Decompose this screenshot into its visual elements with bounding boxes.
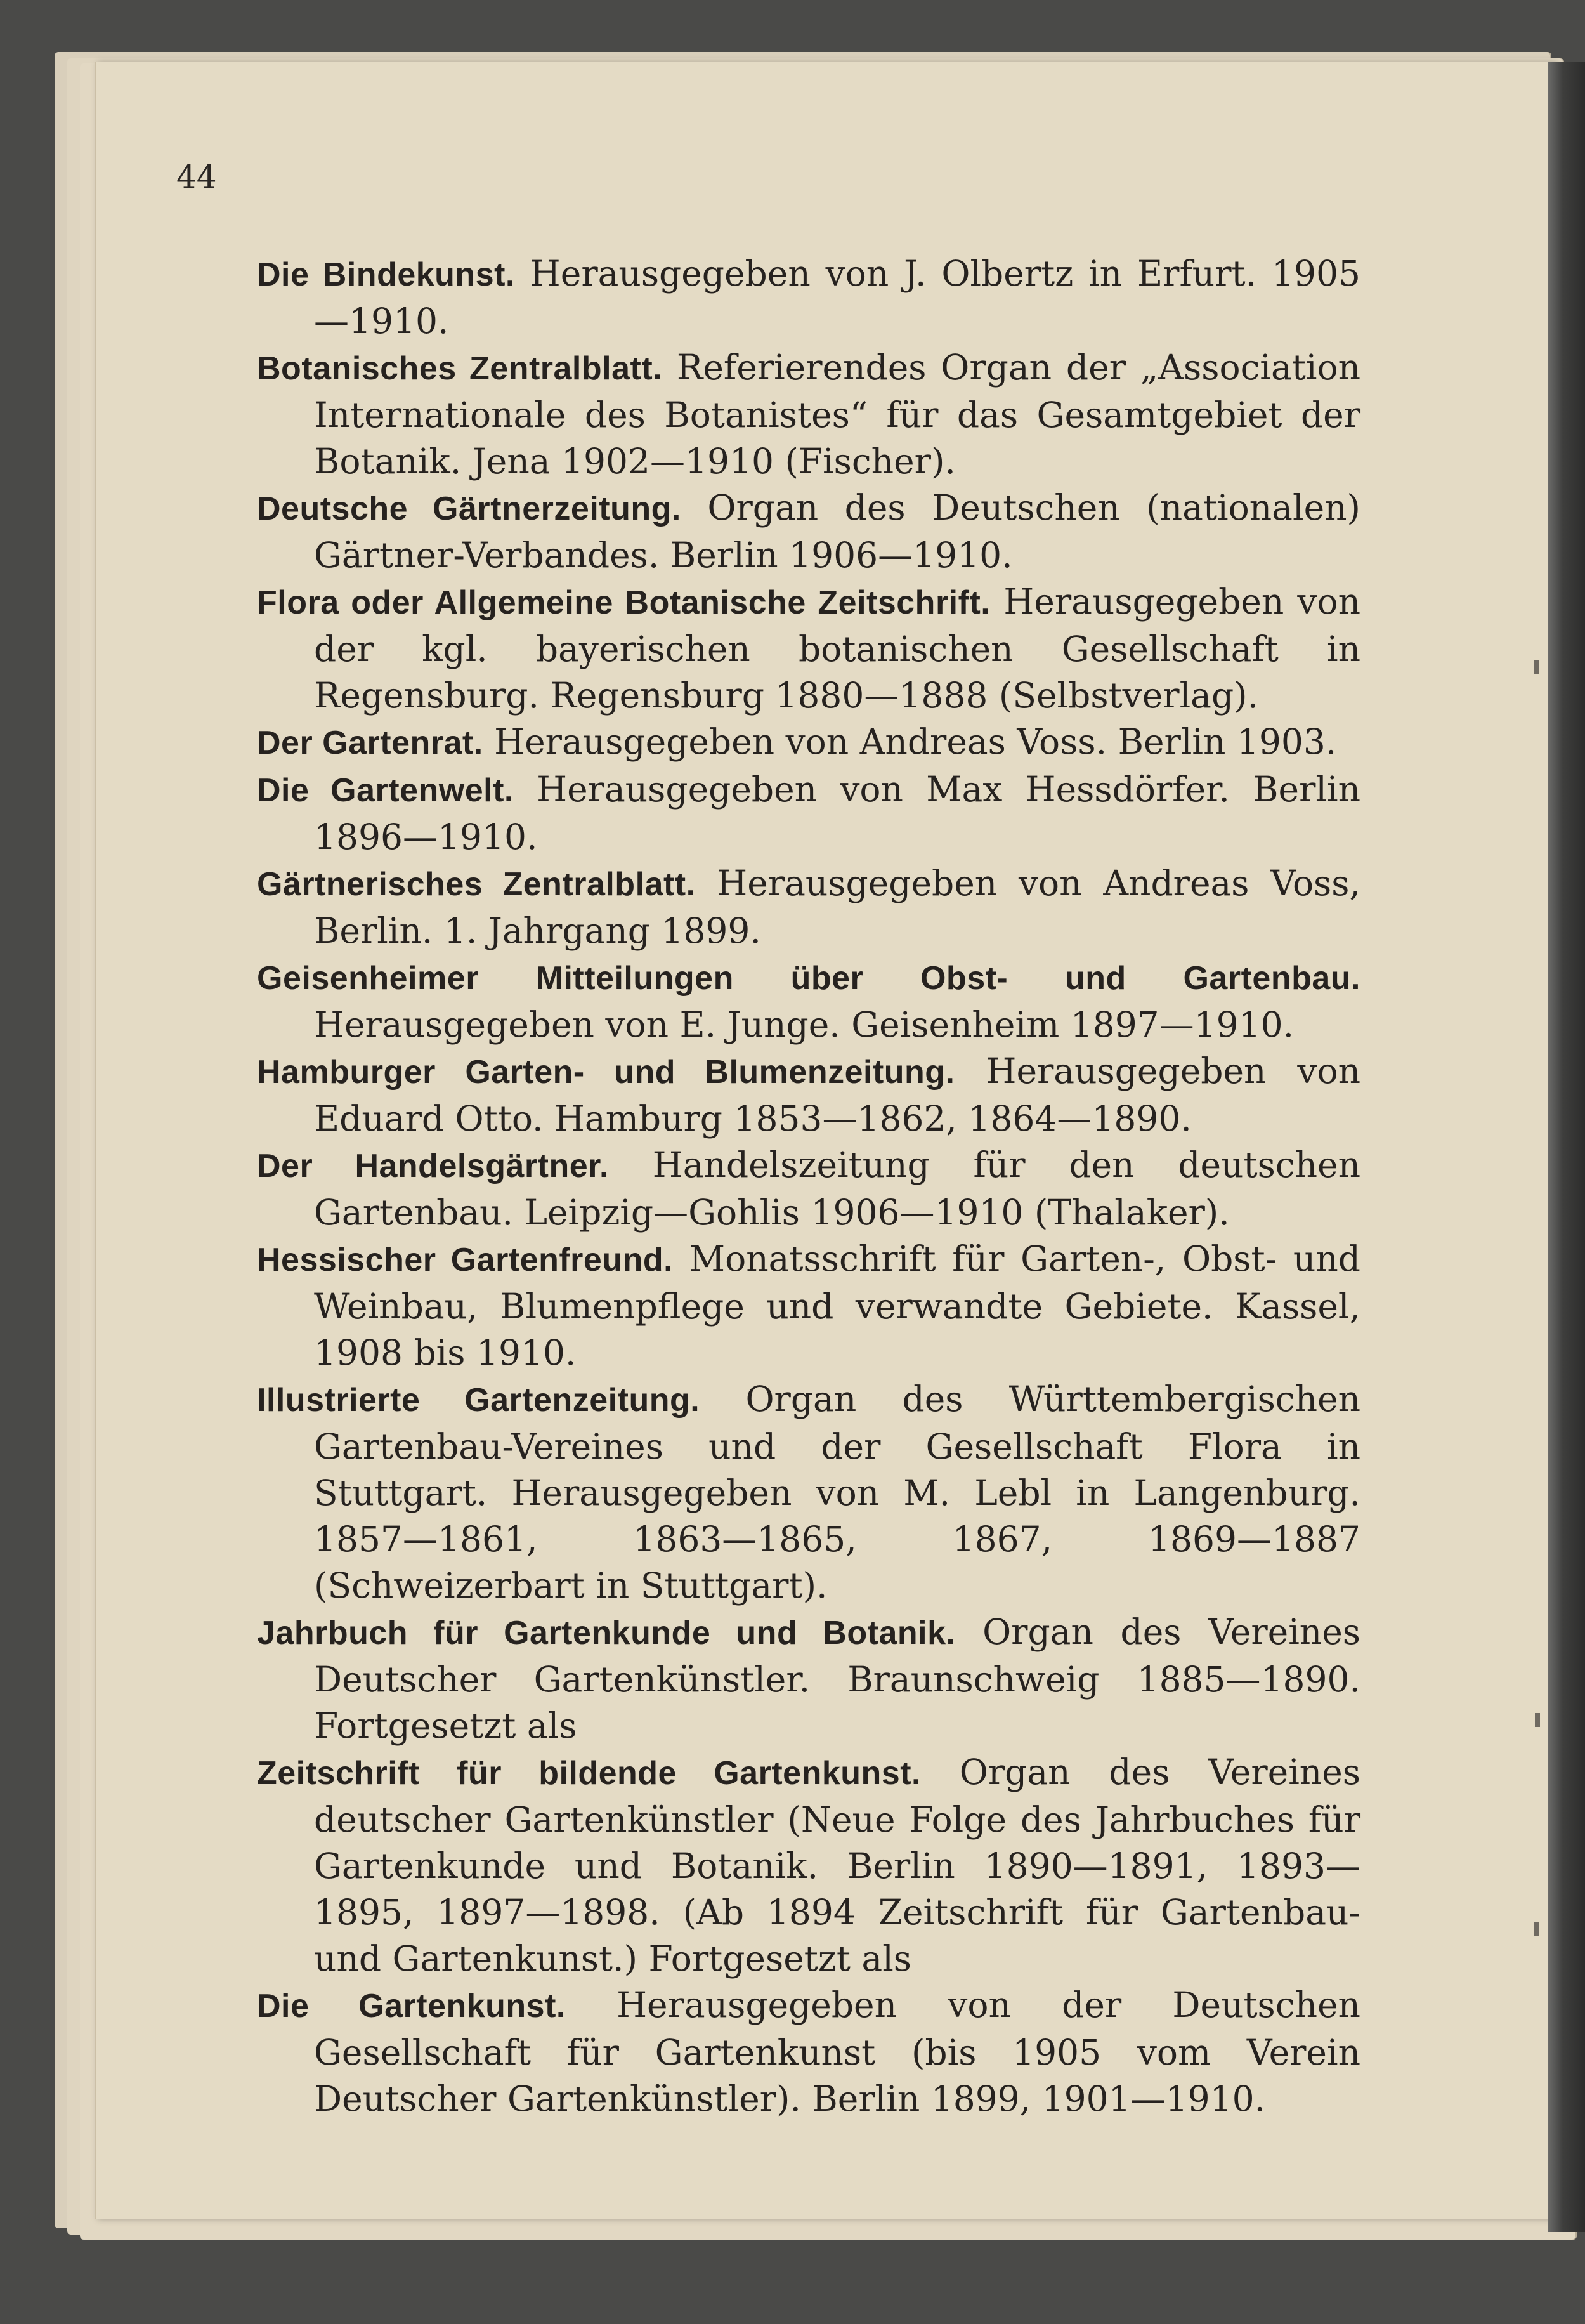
entry-text: Herausgegeben von Eduard Otto. Hamburg 1853—1862, 1864—1890. bbox=[314, 1051, 1360, 1139]
bibliography-list bbox=[257, 251, 1360, 2122]
book-spine bbox=[1548, 62, 1585, 2232]
bibliography-entry bbox=[257, 954, 1360, 1048]
entry-text: Organ des Deutschen (nationalen) Gärtner-Verbandes. Berlin 1906—1910. bbox=[314, 487, 1360, 575]
entry-text: Monatsschrift für Garten-, Obst- und Weinbau, Blumenpflege und verwandte Gebiete. Kassel, 1908 bis 1910. bbox=[314, 1238, 1360, 1373]
entry-title: Zeitschrift für bildende Gartenkunst. bbox=[257, 1755, 921, 1792]
margin-mark bbox=[1535, 1713, 1540, 1727]
entry-text: Organ des Vereines deutscher Gartenkünstler (Neue Folge des Jahrbuches für Gartenkunde und Botanik. Berlin 1890—1891, 1893—1895, 1897—1898. (Ab 1894 Zeitschrift für Gartenbau- und Gartenkunst.) Fortgesetzt als bbox=[314, 1752, 1360, 1979]
entry-title: Der Handelsgärtner. bbox=[257, 1148, 609, 1185]
bibliography-entry bbox=[257, 1048, 1360, 1142]
bibliography-entry bbox=[257, 1982, 1360, 2122]
bibliography-entry bbox=[257, 1376, 1360, 1609]
bibliography-entry bbox=[257, 251, 1360, 345]
bibliography-entry bbox=[257, 860, 1360, 954]
entry-title: Jahrbuch für Gartenkunde und Botanik. bbox=[257, 1615, 956, 1651]
entry-title: Die Bindekunst. bbox=[257, 256, 515, 293]
entry-title: Hamburger Garten- und Blumenzeitung. bbox=[257, 1054, 955, 1091]
entry-title: Flora oder Allgemeine Botanische Zeitschrift. bbox=[257, 584, 991, 621]
bibliography-entry bbox=[257, 719, 1360, 766]
entry-text: Organ des Württembergischen Gartenbau-Vereines und der Gesellschaft Flora in Stuttgart. Herausgegeben von M. Lebl in Langenburg. 1857—1861, 1863—1865, 1867, 1869—1887 (Schweizerbart in Stuttgart). bbox=[314, 1379, 1360, 1606]
entry-text: Handelszeitung für den deutschen Gartenbau. Leipzig—Gohlis 1906—1910 (Thalaker). bbox=[314, 1145, 1360, 1233]
entry-title: Gärtnerisches Zentralblatt. bbox=[257, 866, 696, 903]
entry-text: Organ des Vereines Deutscher Gartenkünstler. Braunschweig 1885—1890. Fortgesetzt als bbox=[314, 1612, 1360, 1746]
entry-title: Hessischer Gartenfreund. bbox=[257, 1242, 674, 1278]
bibliography-entry bbox=[257, 1749, 1360, 1982]
entry-text: Herausgegeben von Andreas Voss. Berlin 1903. bbox=[483, 721, 1337, 762]
bibliography-entry bbox=[257, 345, 1360, 485]
bibliography-entry bbox=[257, 1236, 1360, 1376]
entry-title: Deutsche Gärtnerzeitung. bbox=[257, 490, 681, 527]
entry-text: Referierendes Organ der „Association Internationale des Botanistes“ für das Gesamtgebiet der Botanik. Jena 1902—1910 (Fischer). bbox=[314, 347, 1361, 482]
entry-text: Herausgegeben von der Deutschen Gesellschaft für Gartenkunst (bis 1905 vom Verein Deutscher Gartenkünstler). Berlin 1899, 1901—1910. bbox=[314, 1985, 1360, 2119]
entry-title: Botanisches Zentralblatt. bbox=[257, 350, 663, 387]
bibliography-entry bbox=[257, 766, 1360, 860]
entry-text: Herausgegeben von Max Hessdörfer. Berlin 1896—1910. bbox=[314, 769, 1360, 857]
margin-mark bbox=[1534, 1922, 1539, 1936]
bibliography-entry bbox=[257, 1609, 1360, 1749]
bibliography-entry bbox=[257, 1142, 1360, 1236]
entry-text: Herausgegeben von der kgl. bayerischen botanischen Gesellschaft in Regensburg. Regensburg 1880—1888 (Selbstverlag). bbox=[314, 581, 1360, 716]
entry-title: Illustrierte Gartenzeitung. bbox=[257, 1382, 700, 1419]
entry-title: Geisenheimer Mitteilungen über Obst- und Gartenbau. bbox=[257, 960, 1360, 997]
bibliography-entry bbox=[257, 485, 1360, 579]
bibliography-entry bbox=[257, 579, 1360, 719]
entry-title: Die Gartenkunst. bbox=[257, 1988, 566, 2025]
entry-text: Herausgegeben von E. Junge. Geisenheim 1897—1910. bbox=[314, 1004, 1295, 1045]
margin-mark bbox=[1534, 660, 1539, 674]
entry-text: Herausgegeben von J. Olbertz in Erfurt. 1905—1910. bbox=[314, 253, 1360, 341]
entry-title: Die Gartenwelt. bbox=[257, 772, 514, 809]
page-number: 44 bbox=[176, 159, 217, 195]
entry-text: Herausgegeben von Andreas Voss, Berlin. 1. Jahrgang 1899. bbox=[314, 863, 1360, 951]
entry-title: Der Gartenrat. bbox=[257, 725, 483, 761]
